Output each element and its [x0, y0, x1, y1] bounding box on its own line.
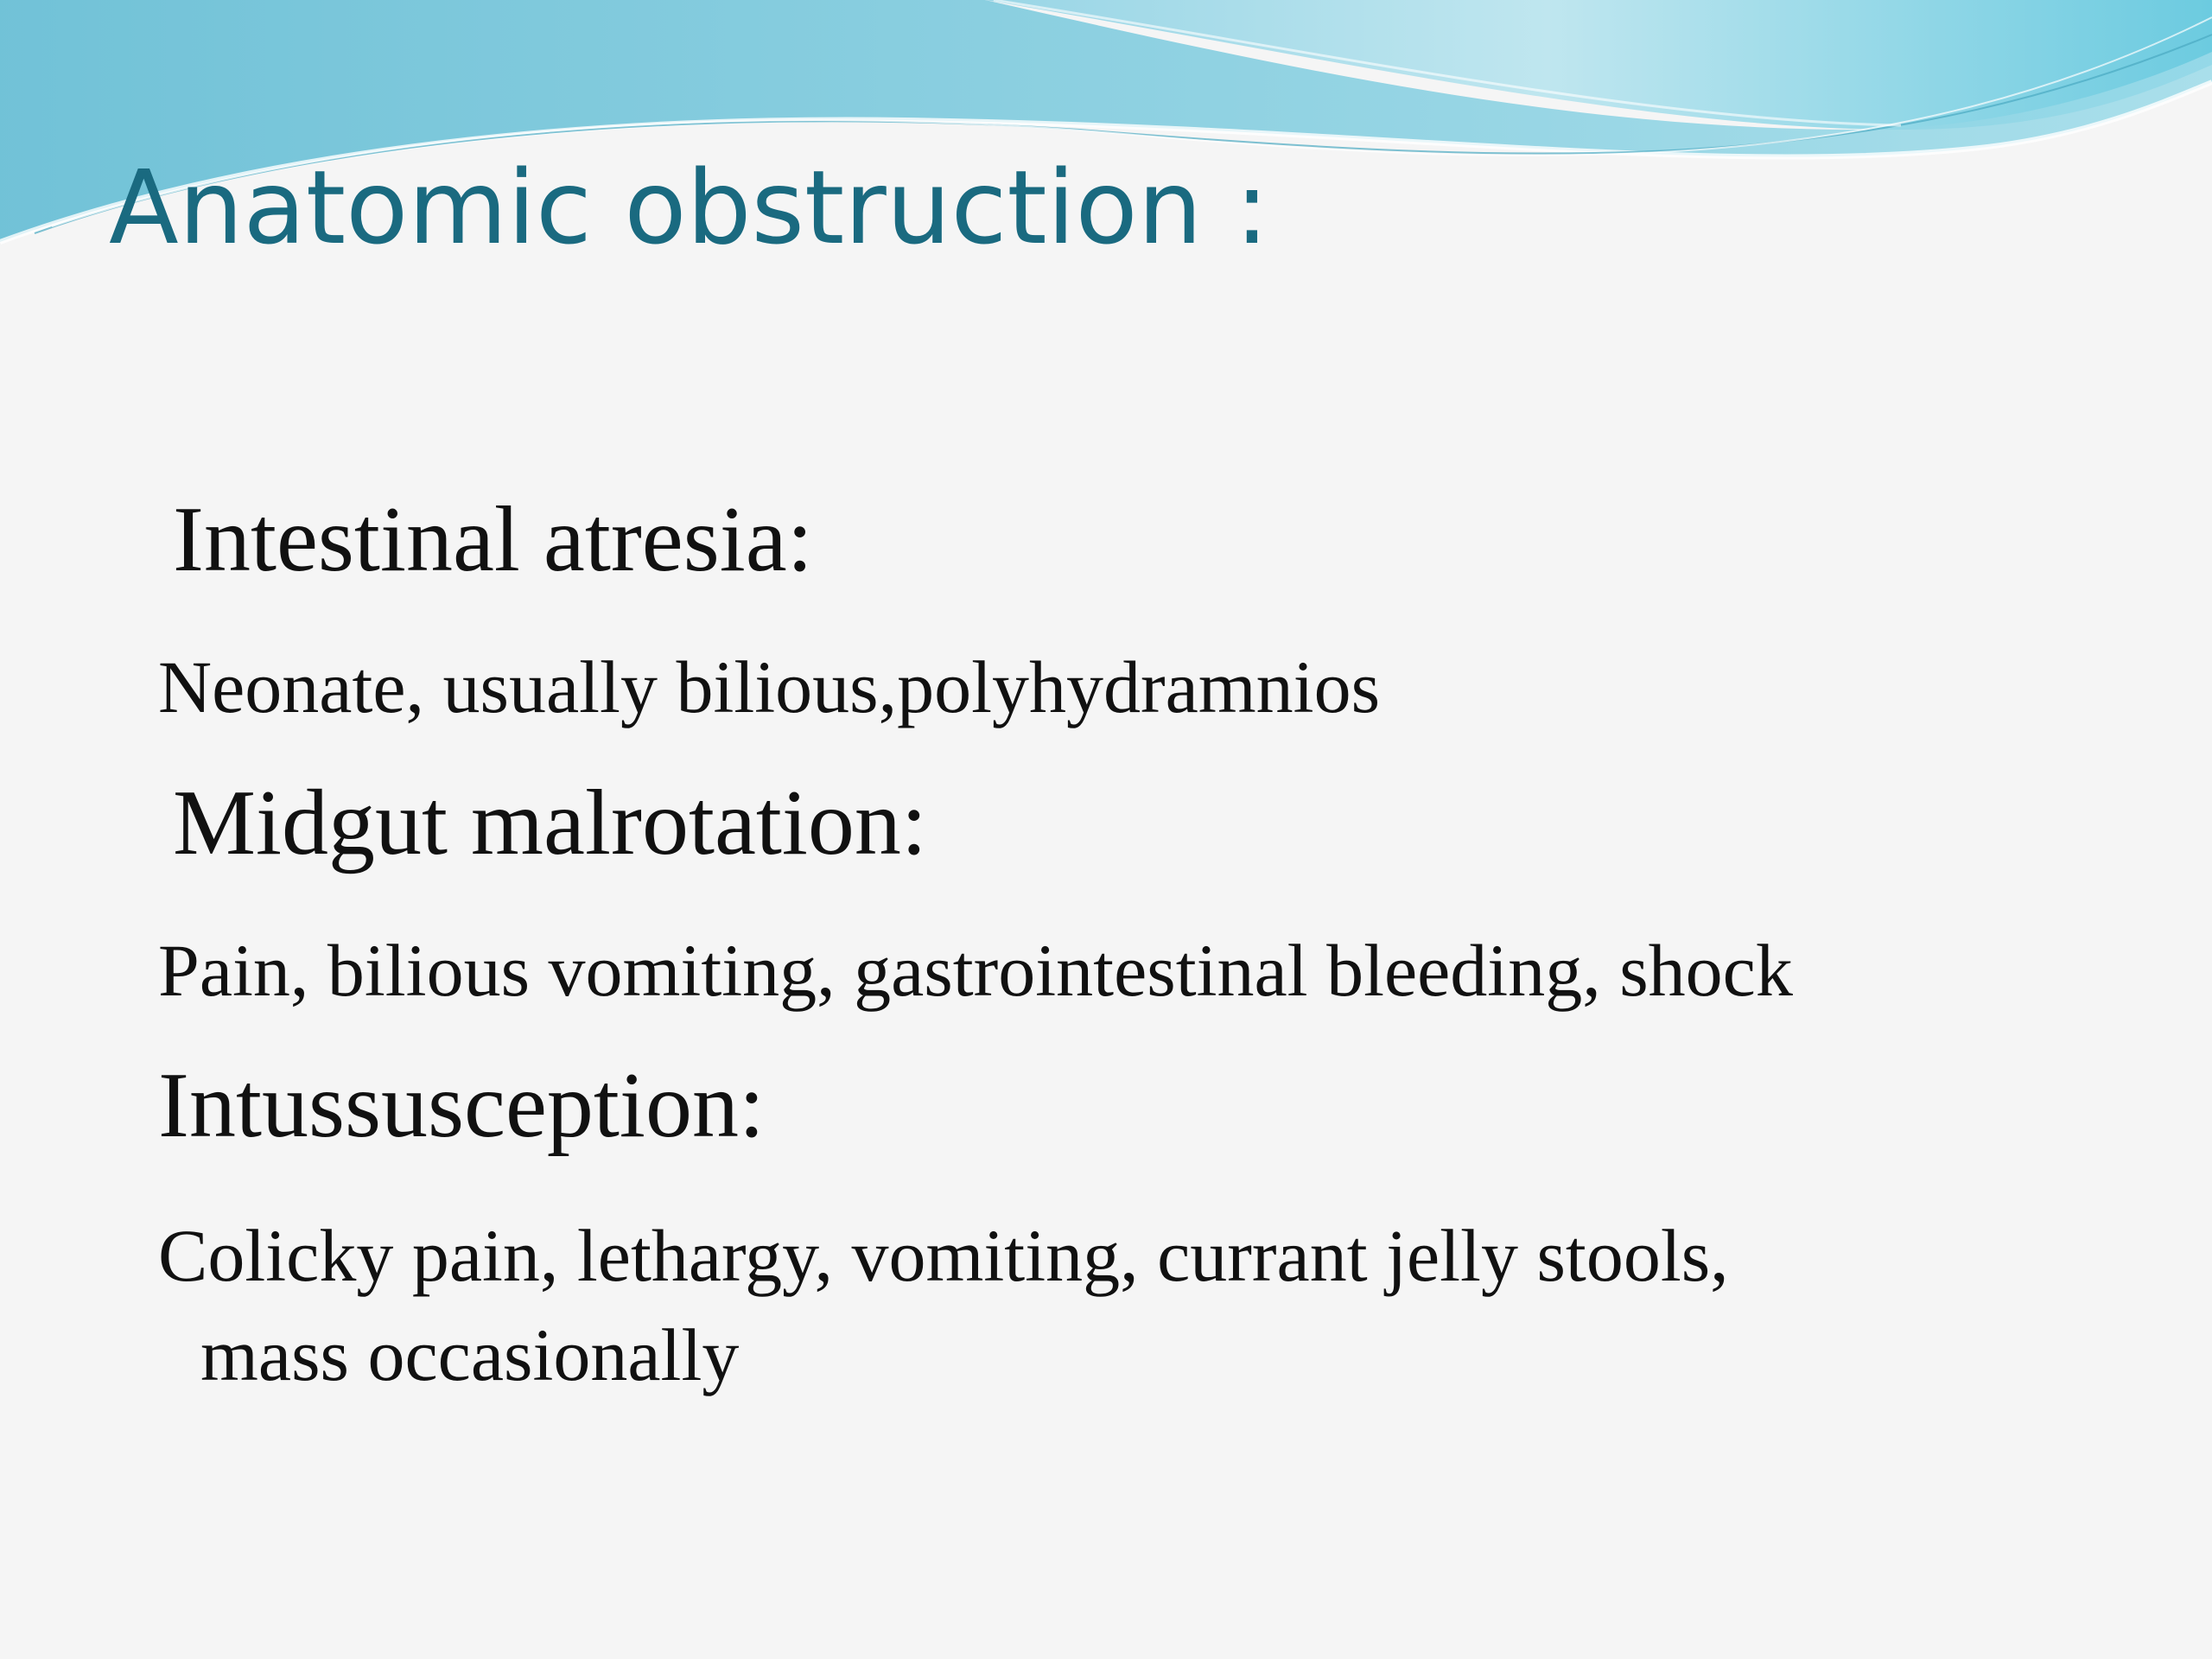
detail-midgut-malrotation: Pain, bilious vomiting, gastrointestinal bleeding, shock	[158, 929, 1793, 1012]
slide-title: Anatomic obstruction :	[109, 148, 1269, 267]
detail-intussusception: Colicky pain, lethargy, vomiting, currant jelly stools,	[158, 1214, 1729, 1297]
detail-intestinal-atresia: Neonate, usually bilious,polyhydramnios	[158, 645, 1381, 728]
detail-intussusception-continued: mass occasionally	[200, 1313, 740, 1396]
heading-intestinal-atresia: Intestinal atresia:	[173, 488, 813, 591]
heading-intussusception: Intussusception:	[158, 1054, 765, 1157]
heading-midgut-malrotation: Midgut malrotation:	[173, 772, 927, 874]
